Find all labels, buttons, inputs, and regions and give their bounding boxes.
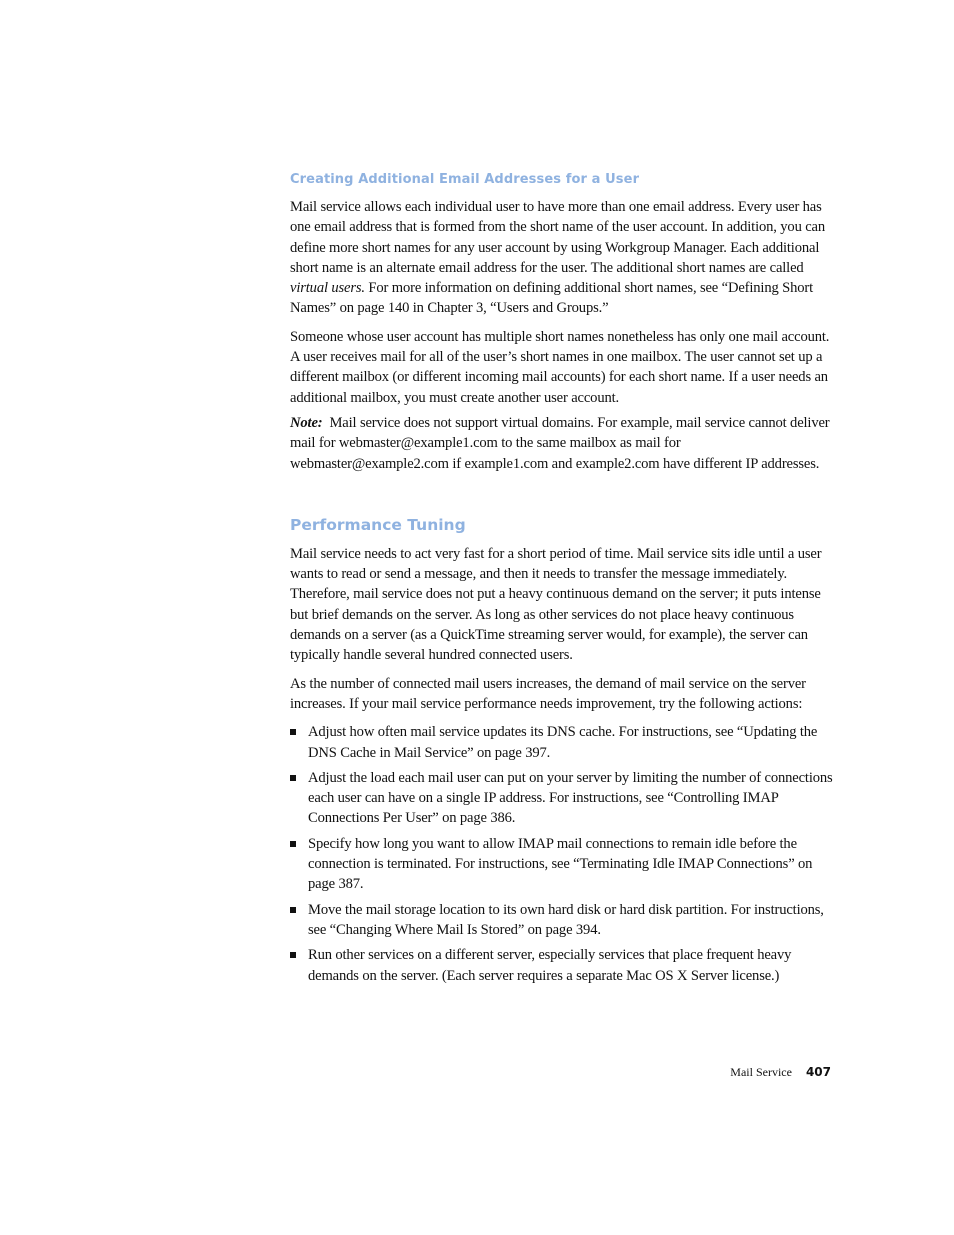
square-bullet-icon	[290, 729, 296, 735]
section-spacer	[290, 482, 835, 516]
section-heading-performance-tuning: Performance Tuning	[290, 515, 466, 534]
list-item-text: Adjust how often mail service updates its DNS cache. For instructions, see “Updating the DNS Cache in Mail Service” on page 397.	[308, 724, 818, 761]
list-item	[290, 768, 835, 829]
list-item-text: Specify how long you want to allow IMAP mail connections to remain idle before the connection is terminated. For instructions, see “Terminating Idle IMAP Connections” on page 387.	[308, 835, 813, 893]
paragraph-performance-intro: Mail service needs to act very fast for a short period of time. Mail service sits idle until a user wants to read or send a message, and then it needs to transfer the message immediately. Therefore, mail service does not put a heavy continuous demand on the server; it puts intense but brief demands on the server. As long as other services do not place heavy continuous demands on a server (as a QuickTime streaming server would, for example), the server can typically handle several hundred connected users.	[290, 545, 822, 664]
page-footer	[730, 1063, 831, 1081]
list-item	[290, 834, 835, 895]
page-number: 407	[805, 1065, 831, 1079]
square-bullet-icon	[290, 841, 296, 847]
list-item-text: Move the mail storage location to its own hard disk or hard disk partition. For instructions, see “Changing Where Mail Is Stored” on page 394.	[308, 901, 824, 938]
actions-list	[290, 722, 835, 986]
square-bullet-icon	[290, 952, 296, 958]
paragraph-text: Mail service allows each individual user to have more than one email address. Every user has one email address that is formed from the short name of the user account. In addition, you can define more short names for any user account by using Workgroup Manager. Each additional short name is an alternate email address for the user. The additional short names are called	[290, 199, 826, 276]
page-content	[290, 172, 835, 991]
note-paragraph	[290, 413, 835, 474]
list-item	[290, 945, 835, 986]
paragraph-performance-actions: As the number of connected mail users increases, the demand of mail service on the server increases. If your mail service performance needs improvement, try the following actions:	[290, 675, 806, 712]
list-item-text: Run other services on a different server, especially services that place frequent heavy demands on the server. (Each server requires a separate Mac OS X Server license.)	[308, 947, 792, 984]
paragraph-single-mailbox: Someone whose user account has multiple short names nonetheless has only one mail account. A user receives mail for all of the user’s short names in one mailbox. The user cannot set up a different mailbox (or different incoming mail accounts) for each short name. If a user needs an additional mailbox, you must create another user account.	[290, 328, 830, 406]
list-item	[290, 900, 835, 941]
list-item-text: Adjust the load each mail user can put on your server by limiting the number of connections each user can have on a single IP address. For instructions, see “Controlling IMAP Connections Per User” on page 386.	[308, 769, 833, 827]
square-bullet-icon	[290, 775, 296, 781]
note-label: Note:	[290, 414, 323, 431]
paragraph-text: For more information on defining additional short names, see “Defining Short Names” on page 140 in Chapter 3, “Users and Groups.”	[290, 280, 813, 317]
section-heading-additional-addresses: Creating Additional Email Addresses for a User	[290, 172, 640, 187]
list-item	[290, 722, 835, 763]
square-bullet-icon	[290, 907, 296, 913]
note-text: Mail service does not support virtual domains. For example, mail service cannot deliver mail for webmaster@example1.com to the same mailbox as mail for webmaster@example2.com if example1.com and example2.com have different IP addresses.	[290, 414, 830, 472]
footer-section-label: Mail Service	[730, 1065, 792, 1079]
paragraph-virtual-users	[290, 197, 835, 319]
term-virtual-users: virtual users.	[290, 280, 365, 297]
